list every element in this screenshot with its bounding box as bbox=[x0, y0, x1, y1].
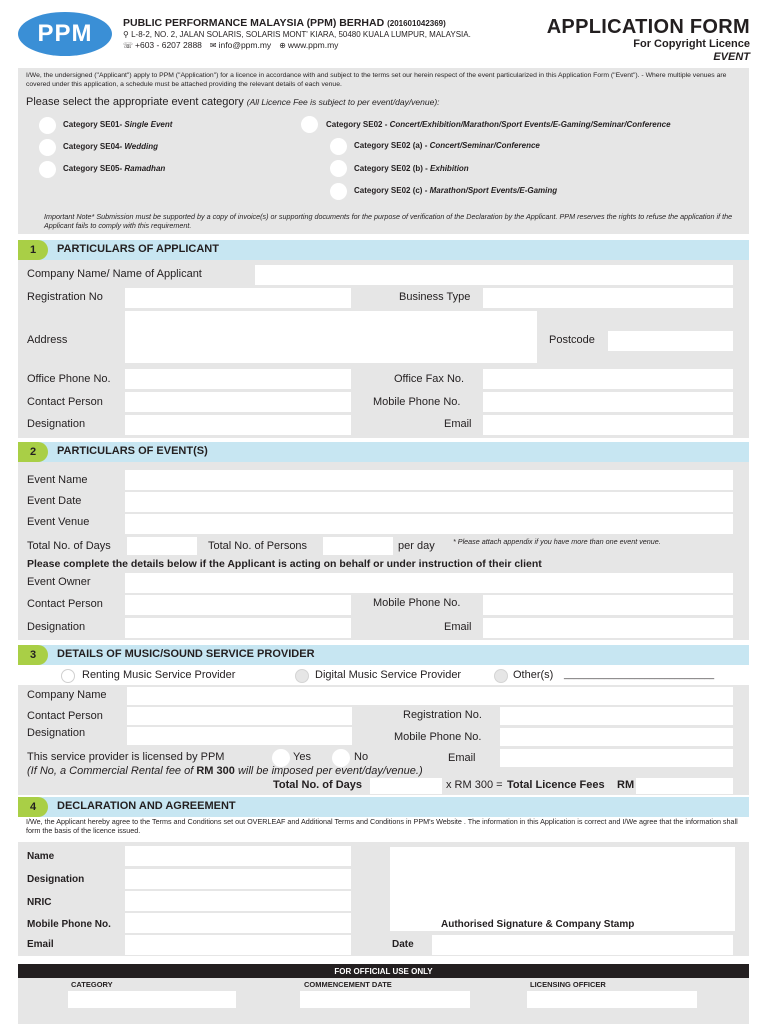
office-fax-field[interactable] bbox=[483, 369, 733, 389]
section-2-title: PARTICULARS OF EVENT(S) bbox=[57, 445, 208, 457]
decl-date-field[interactable] bbox=[432, 935, 733, 955]
total-persons-label: Total No. of Persons bbox=[208, 540, 308, 552]
rm-label: RM bbox=[617, 779, 635, 791]
declaration-text: I/We, the Applicant hereby agree to the Terms and Conditions set out OVERLEAF and Additional Terms and Conditions in PPM's Website . The information in this Application is correct and I/We agree that the information shall form the basis of the licence issued. bbox=[26, 817, 738, 835]
digital-label: Digital Music Service Provider bbox=[315, 669, 462, 681]
total-days-field[interactable] bbox=[127, 537, 197, 555]
provider-company-label: Company Name bbox=[27, 689, 107, 701]
decl-date-label: Date bbox=[392, 939, 414, 950]
phone-icon: ☏ bbox=[123, 41, 134, 50]
provider-contact-field[interactable] bbox=[127, 707, 352, 725]
total-days-label: Total No. of Days bbox=[27, 540, 111, 552]
company-reg: (201601042369) bbox=[387, 19, 446, 28]
decl-nric-field[interactable] bbox=[125, 891, 351, 911]
radio-se05[interactable] bbox=[39, 161, 56, 178]
radio-renting[interactable] bbox=[61, 669, 75, 683]
rental-note: (If No, a Commercial Rental fee of RM 300 will be imposed per event/day/venue.) bbox=[27, 765, 423, 777]
licensed-question: This service provider is licensed by PPM bbox=[27, 751, 225, 763]
ppm-logo: PPM bbox=[18, 12, 112, 56]
total-fees-label: Total Licence Fees bbox=[507, 779, 605, 791]
event-venue-label: Event Venue bbox=[27, 516, 90, 528]
section-1-number: 1 bbox=[18, 240, 48, 260]
important-note: Important Note* Submission must be supported by a copy of invoice(s) or supporting documents for the purpose of verification of the Declaration by the Applicant. PPM reserves the rights to refuse the application if the Applicant fails to comply with this requirement. bbox=[44, 212, 733, 230]
designation-field[interactable] bbox=[125, 415, 351, 435]
provider-contact-label: Contact Person bbox=[27, 710, 103, 722]
section-3-number: 3 bbox=[18, 645, 48, 665]
section-2-number: 2 bbox=[18, 442, 48, 462]
office-phone-label: Office Phone No. bbox=[27, 373, 111, 385]
radio-digital[interactable] bbox=[295, 669, 309, 683]
radio-se01[interactable] bbox=[39, 117, 56, 134]
email-field[interactable] bbox=[483, 415, 733, 435]
company-name-text: PUBLIC PERFORMANCE MALAYSIA (PPM) BERHAD bbox=[123, 17, 385, 29]
section-4-number: 4 bbox=[18, 797, 48, 817]
company-address bbox=[123, 30, 471, 39]
decl-name-field[interactable] bbox=[125, 846, 351, 866]
email-label: Email bbox=[444, 418, 472, 430]
official-officer-field[interactable] bbox=[527, 991, 697, 1008]
business-type-label: Business Type bbox=[399, 291, 471, 303]
renting-label: Renting Music Service Provider bbox=[82, 669, 236, 681]
category-se01: Category SE01- Single Event bbox=[63, 120, 173, 129]
official-category-label: CATEGORY bbox=[71, 980, 113, 989]
intro-text: I/We, the undersigned ("Applicant") apply to PPM ("Application") for a licence in accordance with and subject to the terms set our herein respect of the event particularized in this Application Form ("Event"). - Where multiple venues are covered under this application, a schedule must be attached providing the relevant details of each venue. bbox=[26, 72, 727, 88]
official-category-field[interactable] bbox=[68, 991, 236, 1008]
radio-others[interactable] bbox=[494, 669, 508, 683]
select-prompt-text: Please select the appropriate event category bbox=[26, 96, 244, 108]
address-label: Address bbox=[27, 334, 68, 346]
fee-total-days-field[interactable] bbox=[370, 778, 442, 794]
provider-mobile-label: Mobile Phone No. bbox=[394, 731, 482, 743]
form-title: APPLICATION FORM bbox=[546, 16, 750, 38]
others-line[interactable]: ______________________________ bbox=[564, 669, 715, 679]
client-designation-field[interactable] bbox=[125, 618, 351, 638]
category-se02: Category SE02 - Concert/Exhibition/Marathon/Sport Events/E-Gaming/Seminar/Conference bbox=[326, 120, 671, 129]
client-email-label: Email bbox=[444, 621, 472, 633]
select-prompt bbox=[26, 96, 440, 108]
postcode-field[interactable] bbox=[608, 331, 733, 351]
client-mobile-label: Mobile Phone No. bbox=[373, 597, 461, 609]
website-link[interactable]: www.ppm.my bbox=[287, 40, 339, 50]
provider-email-field[interactable] bbox=[500, 749, 733, 767]
no-label: No bbox=[354, 751, 369, 763]
client-designation-label: Designation bbox=[27, 621, 86, 633]
address-field[interactable] bbox=[125, 311, 537, 363]
business-type-field[interactable] bbox=[483, 288, 733, 308]
radio-se02a[interactable] bbox=[330, 138, 347, 155]
radio-se02c[interactable] bbox=[330, 183, 347, 200]
official-officer-label: LICENSING OFFICER bbox=[530, 980, 606, 989]
category-se02a: Category SE02 (a) - Concert/Seminar/Conference bbox=[354, 141, 540, 150]
provider-designation-field[interactable] bbox=[127, 727, 352, 745]
total-persons-field[interactable] bbox=[323, 537, 393, 555]
form-type: EVENT bbox=[713, 51, 750, 63]
decl-email-field[interactable] bbox=[125, 935, 351, 955]
event-name-label: Event Name bbox=[27, 474, 88, 486]
select-note: (All Licence Fee is subject to per event/day/venue): bbox=[246, 97, 440, 107]
event-date-field[interactable] bbox=[125, 492, 733, 512]
event-name-field[interactable] bbox=[125, 470, 733, 490]
company-contact bbox=[123, 40, 338, 50]
decl-mobile-label: Mobile Phone No. bbox=[27, 919, 111, 930]
mail-icon: ✉ bbox=[209, 41, 217, 50]
mobile-phone-field[interactable] bbox=[483, 392, 733, 412]
decl-name-label: Name bbox=[27, 851, 55, 862]
office-phone-field[interactable] bbox=[125, 369, 351, 389]
radio-se02b[interactable] bbox=[330, 160, 347, 177]
client-contact-person-field[interactable] bbox=[125, 595, 351, 615]
decl-email-label: Email bbox=[27, 939, 54, 950]
category-panel bbox=[18, 68, 749, 234]
client-heading: Please complete the details below if the Applicant is acting on behalf or under instruction of their client bbox=[27, 558, 542, 570]
globe-icon: ⊕ bbox=[279, 41, 286, 50]
postcode-label: Postcode bbox=[549, 334, 595, 346]
registration-no-label: Registration No bbox=[27, 291, 103, 303]
event-owner-label: Event Owner bbox=[27, 576, 91, 588]
decl-designation-label: Designation bbox=[27, 874, 85, 885]
client-email-field[interactable] bbox=[483, 618, 733, 638]
address-text: L-8-2, NO. 2, JALAN SOLARIS, SOLARIS MONT' KIARA, 50480 KUALA LUMPUR, MALAYSIA. bbox=[131, 30, 471, 39]
fee-multiplier: x RM 300 = bbox=[446, 779, 503, 791]
others-label: Other(s) bbox=[513, 669, 554, 681]
official-use-bar: FOR OFFICIAL USE ONLY bbox=[18, 964, 749, 978]
provider-reg-field[interactable] bbox=[500, 707, 733, 725]
registration-no-field[interactable] bbox=[125, 288, 351, 308]
radio-se02[interactable] bbox=[301, 116, 318, 133]
company-name-label: Company Name/ Name of Applicant bbox=[27, 268, 202, 280]
provider-reg-label: Registration No. bbox=[403, 709, 482, 721]
appendix-note: * Please attach appendix if you have more than one event venue. bbox=[453, 537, 661, 546]
contact-person-label: Contact Person bbox=[27, 396, 103, 408]
decl-mobile-field[interactable] bbox=[125, 913, 351, 933]
yes-label: Yes bbox=[293, 751, 311, 763]
event-owner-field[interactable] bbox=[125, 573, 733, 593]
designation-label: Designation bbox=[27, 418, 86, 430]
provider-email-label: Email bbox=[448, 752, 476, 764]
form-subtitle: For Copyright Licence bbox=[633, 38, 750, 50]
category-se02b: Category SE02 (b) - Exhibition bbox=[354, 164, 469, 173]
client-contact-person-label: Contact Person bbox=[27, 598, 103, 610]
provider-designation-label: Designation bbox=[27, 727, 86, 739]
category-se02c: Category SE02 (c) - Marathon/Sport Events/E-Gaming bbox=[354, 186, 558, 195]
phone-text: +603 - 6207 2888 bbox=[135, 40, 202, 50]
total-fees-field[interactable] bbox=[636, 778, 733, 794]
category-se05: Category SE05- Ramadhan bbox=[63, 164, 166, 173]
client-mobile-field[interactable] bbox=[483, 595, 733, 615]
provider-company-field[interactable] bbox=[127, 687, 733, 705]
signature-label: Authorised Signature & Company Stamp bbox=[441, 919, 635, 930]
per-day-label: per day bbox=[398, 540, 435, 552]
fee-total-days-label: Total No. of Days bbox=[273, 779, 363, 791]
decl-nric-label: NRIC bbox=[27, 897, 52, 908]
decl-designation-field[interactable] bbox=[125, 869, 351, 889]
location-pin-icon: ⚲ bbox=[123, 30, 129, 39]
email-link[interactable]: info@ppm.my bbox=[218, 40, 272, 50]
radio-se04[interactable] bbox=[39, 139, 56, 156]
section-1-title: PARTICULARS OF APPLICANT bbox=[57, 243, 219, 255]
company-name bbox=[123, 17, 446, 29]
section-4-title: DECLARATION AND AGREEMENT bbox=[57, 800, 236, 812]
company-name-field[interactable] bbox=[255, 265, 733, 285]
official-commencement-label: COMMENCEMENT DATE bbox=[304, 980, 392, 989]
section-3-title: DETAILS OF MUSIC/SOUND SERVICE PROVIDER bbox=[57, 648, 315, 660]
event-date-label: Event Date bbox=[27, 495, 82, 507]
provider-mobile-field[interactable] bbox=[500, 728, 733, 746]
contact-person-field[interactable] bbox=[125, 392, 351, 412]
office-fax-label: Office Fax No. bbox=[394, 373, 465, 385]
category-se04: Category SE04- Wedding bbox=[63, 142, 158, 151]
official-commencement-field[interactable] bbox=[300, 991, 470, 1008]
mobile-phone-label: Mobile Phone No. bbox=[373, 396, 461, 408]
event-venue-field[interactable] bbox=[125, 514, 733, 534]
